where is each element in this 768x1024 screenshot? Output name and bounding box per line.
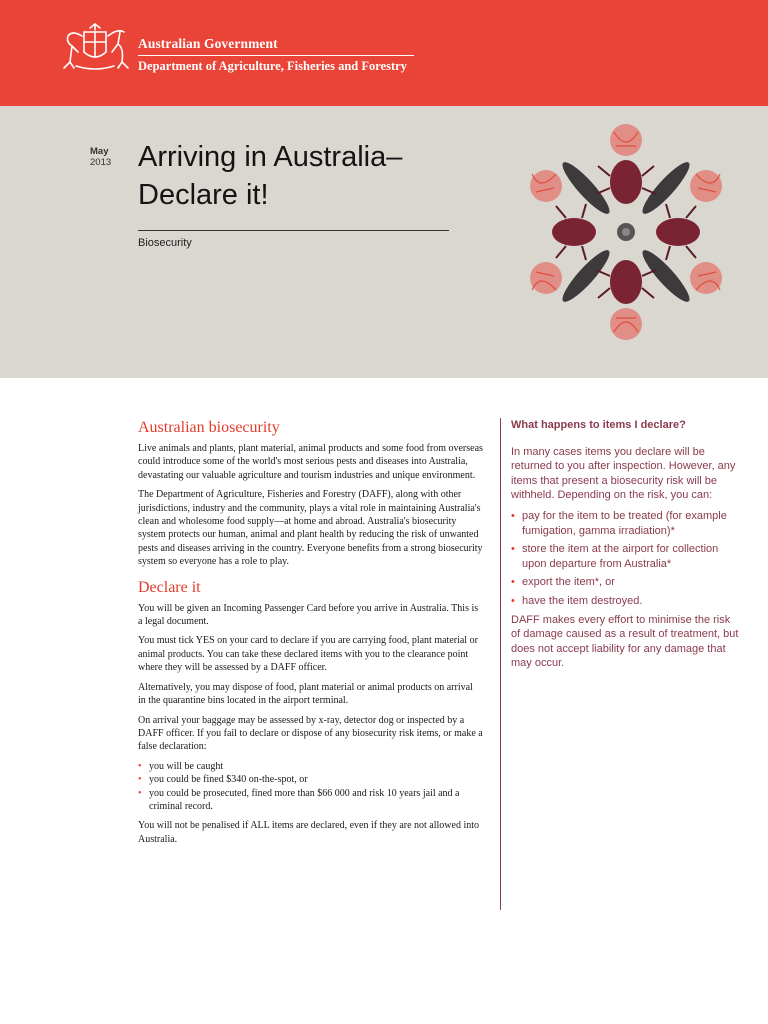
gov-name: Australian Government: [138, 36, 278, 51]
header-divider: [138, 55, 414, 56]
list-item: • you will be caught: [138, 760, 483, 773]
list-item: • pay for the item to be treated (for example fumigation, gamma irradiation)*: [511, 509, 741, 538]
title-line-2: Declare it!: [138, 179, 269, 211]
title-divider: [138, 230, 449, 231]
sidebar-heading: What happens to items I declare?: [511, 419, 686, 431]
paragraph: You will not be penalised if ALL items are declared, even if they are not allowed into Australia.: [138, 820, 480, 845]
paragraph: Live animals and plants, plant material, animal products and some food from overseas could introduce some of the world's most serious pests and diseases into Australia, devastating our valuable agriculture and tourism industries and unique environment.: [138, 443, 483, 481]
sidebar: [511, 418, 741, 677]
options-list: [511, 509, 741, 609]
list-item: • store the item at the airport for collection upon departure from Australia*: [511, 542, 741, 571]
department-name: Department of Agriculture, Fisheries and Forestry: [138, 59, 407, 73]
list-item: • export the item*, or: [511, 575, 741, 590]
publication-year: 2013: [90, 157, 112, 168]
main-content: [138, 417, 483, 852]
sidebar-intro: In many cases items you declare will be returned to you after inspection. However, any items that present a biosecurity risk will be withheld. Depending on the risk, you can:: [511, 445, 736, 502]
paragraph: Alternatively, you may dispose of food, plant material or animal products on arrival in the quarantine bins located in the airport terminal.: [138, 681, 473, 707]
section-heading-biosecurity: Australian biosecurity: [138, 419, 280, 436]
sidebar-closing: DAFF makes every effort to minimise the risk of damage caused as a result of treatment, but does not accept liability for any damage that may occur.: [511, 613, 739, 670]
coat-of-arms-icon: [58, 22, 132, 74]
government-header: [0, 0, 768, 106]
insect-mandala-icon: [500, 120, 752, 344]
column-divider: [500, 418, 501, 910]
publication-month: May: [90, 146, 109, 157]
section-heading-declare: Declare it: [138, 578, 201, 596]
page-subtitle: Biosecurity: [138, 237, 192, 249]
paragraph: You must tick YES on your card to declare if you are carrying food, plant material or animal products. You can take these declared items with you to the clearance point where they will be assessed by a DAFF officer.: [138, 635, 478, 674]
paragraph: You will be given an Incoming Passenger Card before you arrive in Australia. This is a legal document.: [138, 602, 479, 628]
list-item: • you could be prosecuted, fined more than $66 000 and risk 10 years jail and a criminal record.: [138, 787, 483, 814]
penalty-list: [138, 760, 483, 814]
title-line-1: Arriving in Australia–: [138, 141, 403, 173]
page-title: [138, 138, 478, 214]
paragraph: The Department of Agriculture, Fisheries and Forestry (DAFF), along with other jurisdictions, industry and the community, plays a vital role in maintaining Australia's clean and wholesome food supply—at home and abroad. Australia's biosecurity system protects our human, animal and plant health by reducing the risk of unwanted pests and diseases arriving in the country. Everyone benefits from a strong biosecurity system so everyone has a role to play.: [138, 489, 483, 568]
list-item: • you could be fined $340 on-the-spot, or: [138, 773, 483, 786]
paragraph: On arrival your baggage may be assessed by x-ray, detector dog or inspected by a DAFF officer. If you fail to declare or dispose of any biosecurity risk items, or make a false declaration:: [138, 714, 483, 753]
list-item: • have the item destroyed.: [511, 594, 741, 609]
